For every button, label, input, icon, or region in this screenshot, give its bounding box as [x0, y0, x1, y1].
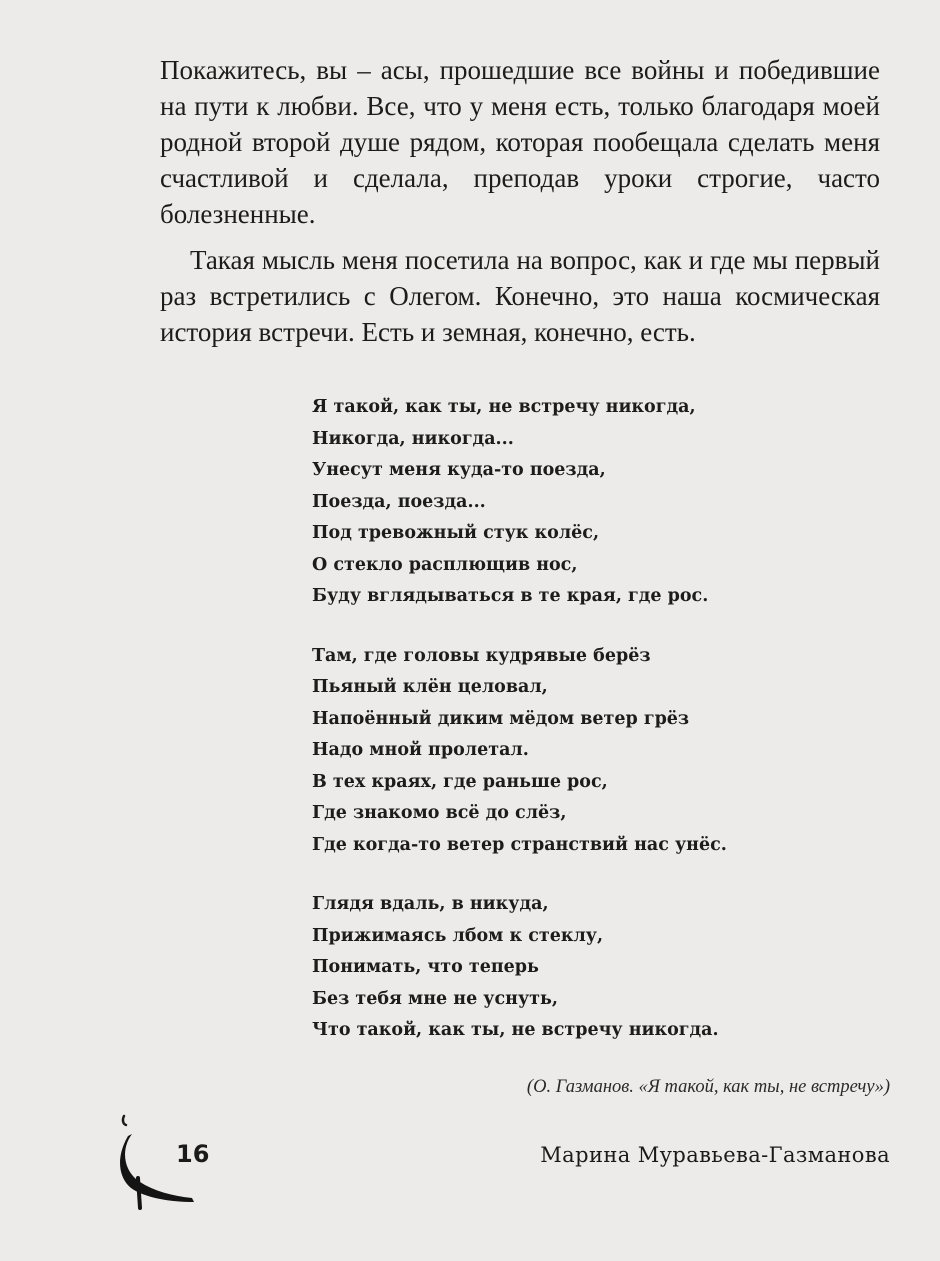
poem-line: Где когда-то ветер странствий нас унёс. [312, 834, 727, 855]
poem-line: Прижимаясь лбом к стеклу, [312, 925, 604, 946]
poem-line: Там, где головы кудрявые берёз [312, 645, 651, 666]
paragraph-1: Покажитесь, вы – асы, прошедшие все войны и победившие на пути к любви. Все, что у меня есть, только благодаря моей родной второй душе рядом, которая пообещала сделать меня счастливой и сделала, преподав уроки строгие, часто болезненные. [160, 55, 880, 229]
stanza-3 [312, 889, 872, 1047]
poem-attribution: (О. Газманов. «Я такой, как ты, не встречу») [526, 1077, 890, 1097]
poem-line: Без тебя мне не уснуть, [312, 988, 558, 1009]
poem-line: Надо мной пролетал. [312, 740, 529, 760]
stanza-1 [312, 392, 872, 613]
poem-line: Поезда, поезда... [312, 491, 486, 512]
poem-line: Унесут меня куда-то поезда, [312, 460, 606, 480]
stanza-2 [312, 641, 872, 862]
poem [312, 392, 872, 1047]
poem-line: Где знакомо всё до слёз, [312, 803, 567, 823]
poem-line: Что такой, как ты, не встречу никогда. [312, 1020, 719, 1040]
poem-line: Я такой, как ты, не встречу никогда, [312, 397, 696, 417]
page-number: 16 [176, 1140, 210, 1168]
poem-line: О стекло расплющив нос, [312, 554, 578, 575]
poem-line: Глядя вдаль, в никуда, [312, 894, 549, 914]
poem-line: Никогда, никогда... [312, 428, 514, 449]
author-name: Марина Муравьева-Газманова [540, 1143, 890, 1167]
paragraph-2: Такая мысль меня посетила на вопрос, как и где мы первый раз встретились с Олегом. Конечно, это наша космическая история встречи. Есть и земная, конечно, есть. [160, 245, 880, 347]
prose-text [160, 52, 880, 350]
poem-line: Буду вглядываться в те края, где рос. [312, 586, 709, 606]
poem-line: Понимать, что теперь [312, 957, 539, 977]
poem-line: Пьяный клён целовал, [312, 677, 548, 697]
poem-line: Под тревожный стук колёс, [312, 523, 600, 543]
poem-line: Напоённый диким мёдом ветер грёз [312, 708, 690, 729]
poem-line: В тех краях, где раньше рос, [312, 771, 608, 792]
